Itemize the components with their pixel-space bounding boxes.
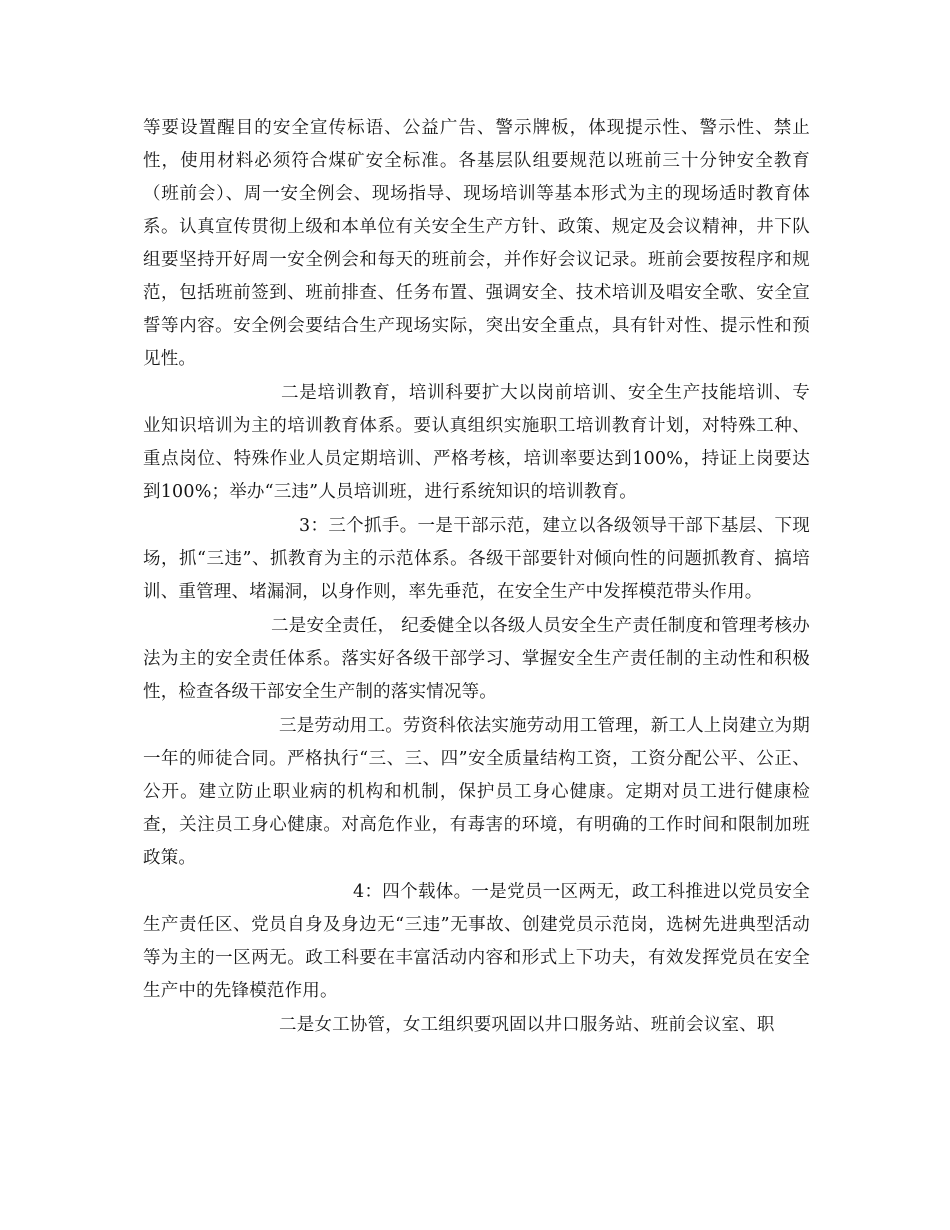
paragraph-training-education: 二是培训教育，培训科要扩大以岗前培训、安全生产技能培训、专业知识培训为主的培训教育体系。要认真组织实施职工培训教育计划，对特殊工种、重点岗位、特殊作业人员定期培训、严格考核，培训率要达到100%，持证上岗要达到100%；举办“三违”人员培训班，进行系统知识的培训教育。 — [143, 383, 810, 502]
paragraph-female-workers: 二是女工协管，女工组织要巩固以井口服务站、班前会议室、职 — [279, 1015, 775, 1035]
paragraph-four-carriers: 4：四个载体。一是党员一区两无，政工科推进以党员安全生产责任区、党员自身及身边无“三违”无事故、创建党员示范岗，选树先进典型活动等为主的一区两无。政工科要在丰富活动内容和形式上下功夫，有效发挥党员在安全生产中的先锋模范作用。 — [143, 882, 810, 1001]
paragraph-three-levers: 3：三个抓手。一是干部示范，建立以各级领导干部下基层、下现场，抓“三违”、抓教育为主的示范体系。各级干部要针对倾向性的问题抓教育、搞培训、重管理、堵漏洞，以身作则，率先垂范，在安全生产中发挥模范带头作用。 — [143, 516, 810, 602]
document-body — [143, 112, 810, 1042]
paragraph-labor-employment: 三是劳动用工。劳资科依法实施劳动用工管理，新工人上岗建立为期一年的师徒合同。严格执行“三、三、四”安全质量结构工资，工资分配公平、公正、公开。建立防止职业病的机构和机制，保护员工身心健康。定期对员工进行健康检查，关注员工身心健康。对高危作业，有毒害的环境，有明确的工作时间和限制加班政策。 — [143, 716, 810, 868]
paragraph-safety-responsibility: 二是安全责任， 纪委健全以各级人员安全生产责任制度和管理考核办法为主的安全责任体系。落实好各级干部学习、掌握安全生产责任制的主动性和积极性，检查各级干部安全生产制的落实情况等。 — [143, 616, 810, 702]
paragraph-safety-publicity: 等要设置醒目的安全宣传标语、公益广告、警示牌板，体现提示性、警示性、禁止性，使用材料必须符合煤矿安全标准。各基层队组要规范以班前三十分钟安全教育（班前会）、周一安全例会、现场指导、现场培训等基本形式为主的现场适时教育体系。认真宣传贯彻上级和本单位有关安全生产方针、政策、规定及会议精神，井下队组要坚持开好周一安全例会和每天的班前会，并作好会议记录。班前会要按程序和规范，包括班前签到、班前排查、任务布置、强调安全、技术培训及唱安全歌、安全宣誓等内容。安全例会要结合生产现场实际，突出安全重点，具有针对性、提示性和预见性。 — [143, 118, 810, 369]
